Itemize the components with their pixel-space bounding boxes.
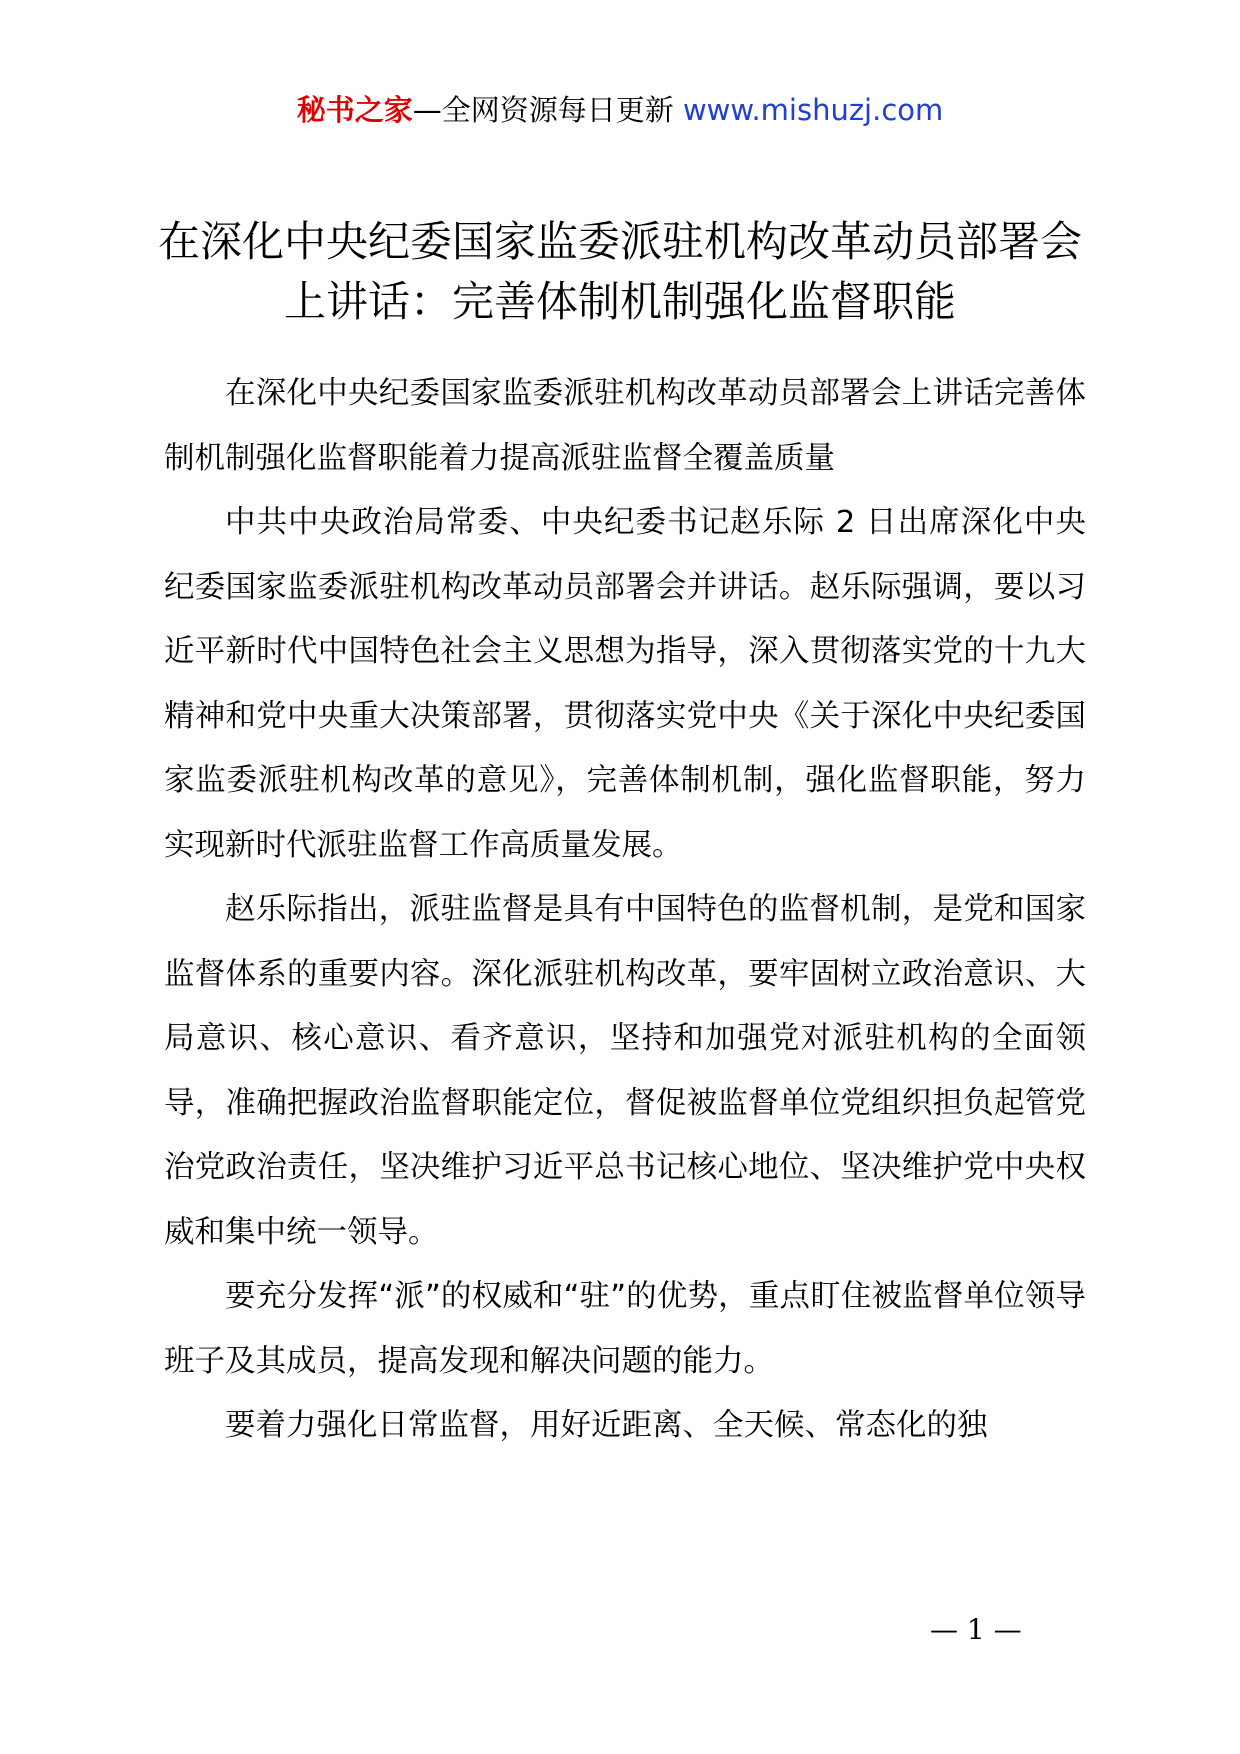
paragraph: 要充分发挥“派”的权威和“驻”的优势，重点盯住被监督单位领导班子及其成员，提高发现和解决问题的能力。 [164,1279,1086,1379]
page-number: — 1 — [930,1613,1022,1646]
paragraph: 赵乐际指出，派驻监督是具有中国特色的监督机制，是党和国家监督体系的重要内容。深化派驻机构改革，要牢固树立政治意识、大局意识、核心意识、看齐意识，坚持和加强党对派驻机构的全面领导，准确把握政治监督职能定位，督促被监督单位党组织担负起管党治党政治责任，坚决维护习近平总书记核心地位、坚决维护党中央权威和集中统一领导。 [164,892,1086,1250]
paragraph: 要着力强化日常监督，用好近距离、全天候、常态化的独 [225,1408,988,1443]
site-brand: 秘书之家 [296,93,413,127]
paragraph: 中共中央政治局常委、中央纪委书记赵乐际 2 日出席深化中央纪委国家监委派驻机构改革动员部署会并讲话。赵乐际强调，要以习近平新时代中国特色社会主义思想为指导，深入贯彻落实党的十九大精神和党中央重大决策部署，贯彻落实党中央《关于深化中央纪委国家监委派驻机构改革的意见》，完善体制机制，强化监督职能，努力实现新时代派驻监督工作高质量发展。 [164,505,1086,863]
paragraph: 在深化中央纪委国家监委派驻机构改革动员部署会上讲话完善体制机制强化监督职能着力提高派驻监督全覆盖质量 [164,376,1086,476]
document-body [164,362,1086,1459]
site-tagline: —全网资源每日更新 [412,93,674,127]
site-url-link[interactable]: www.mishuzj.com [682,93,944,127]
site-banner [0,90,1240,130]
document-title: 在深化中央纪委国家监委派驻机构改革动员部署会上讲话：完善体制机制强化监督职能 [157,217,1082,326]
